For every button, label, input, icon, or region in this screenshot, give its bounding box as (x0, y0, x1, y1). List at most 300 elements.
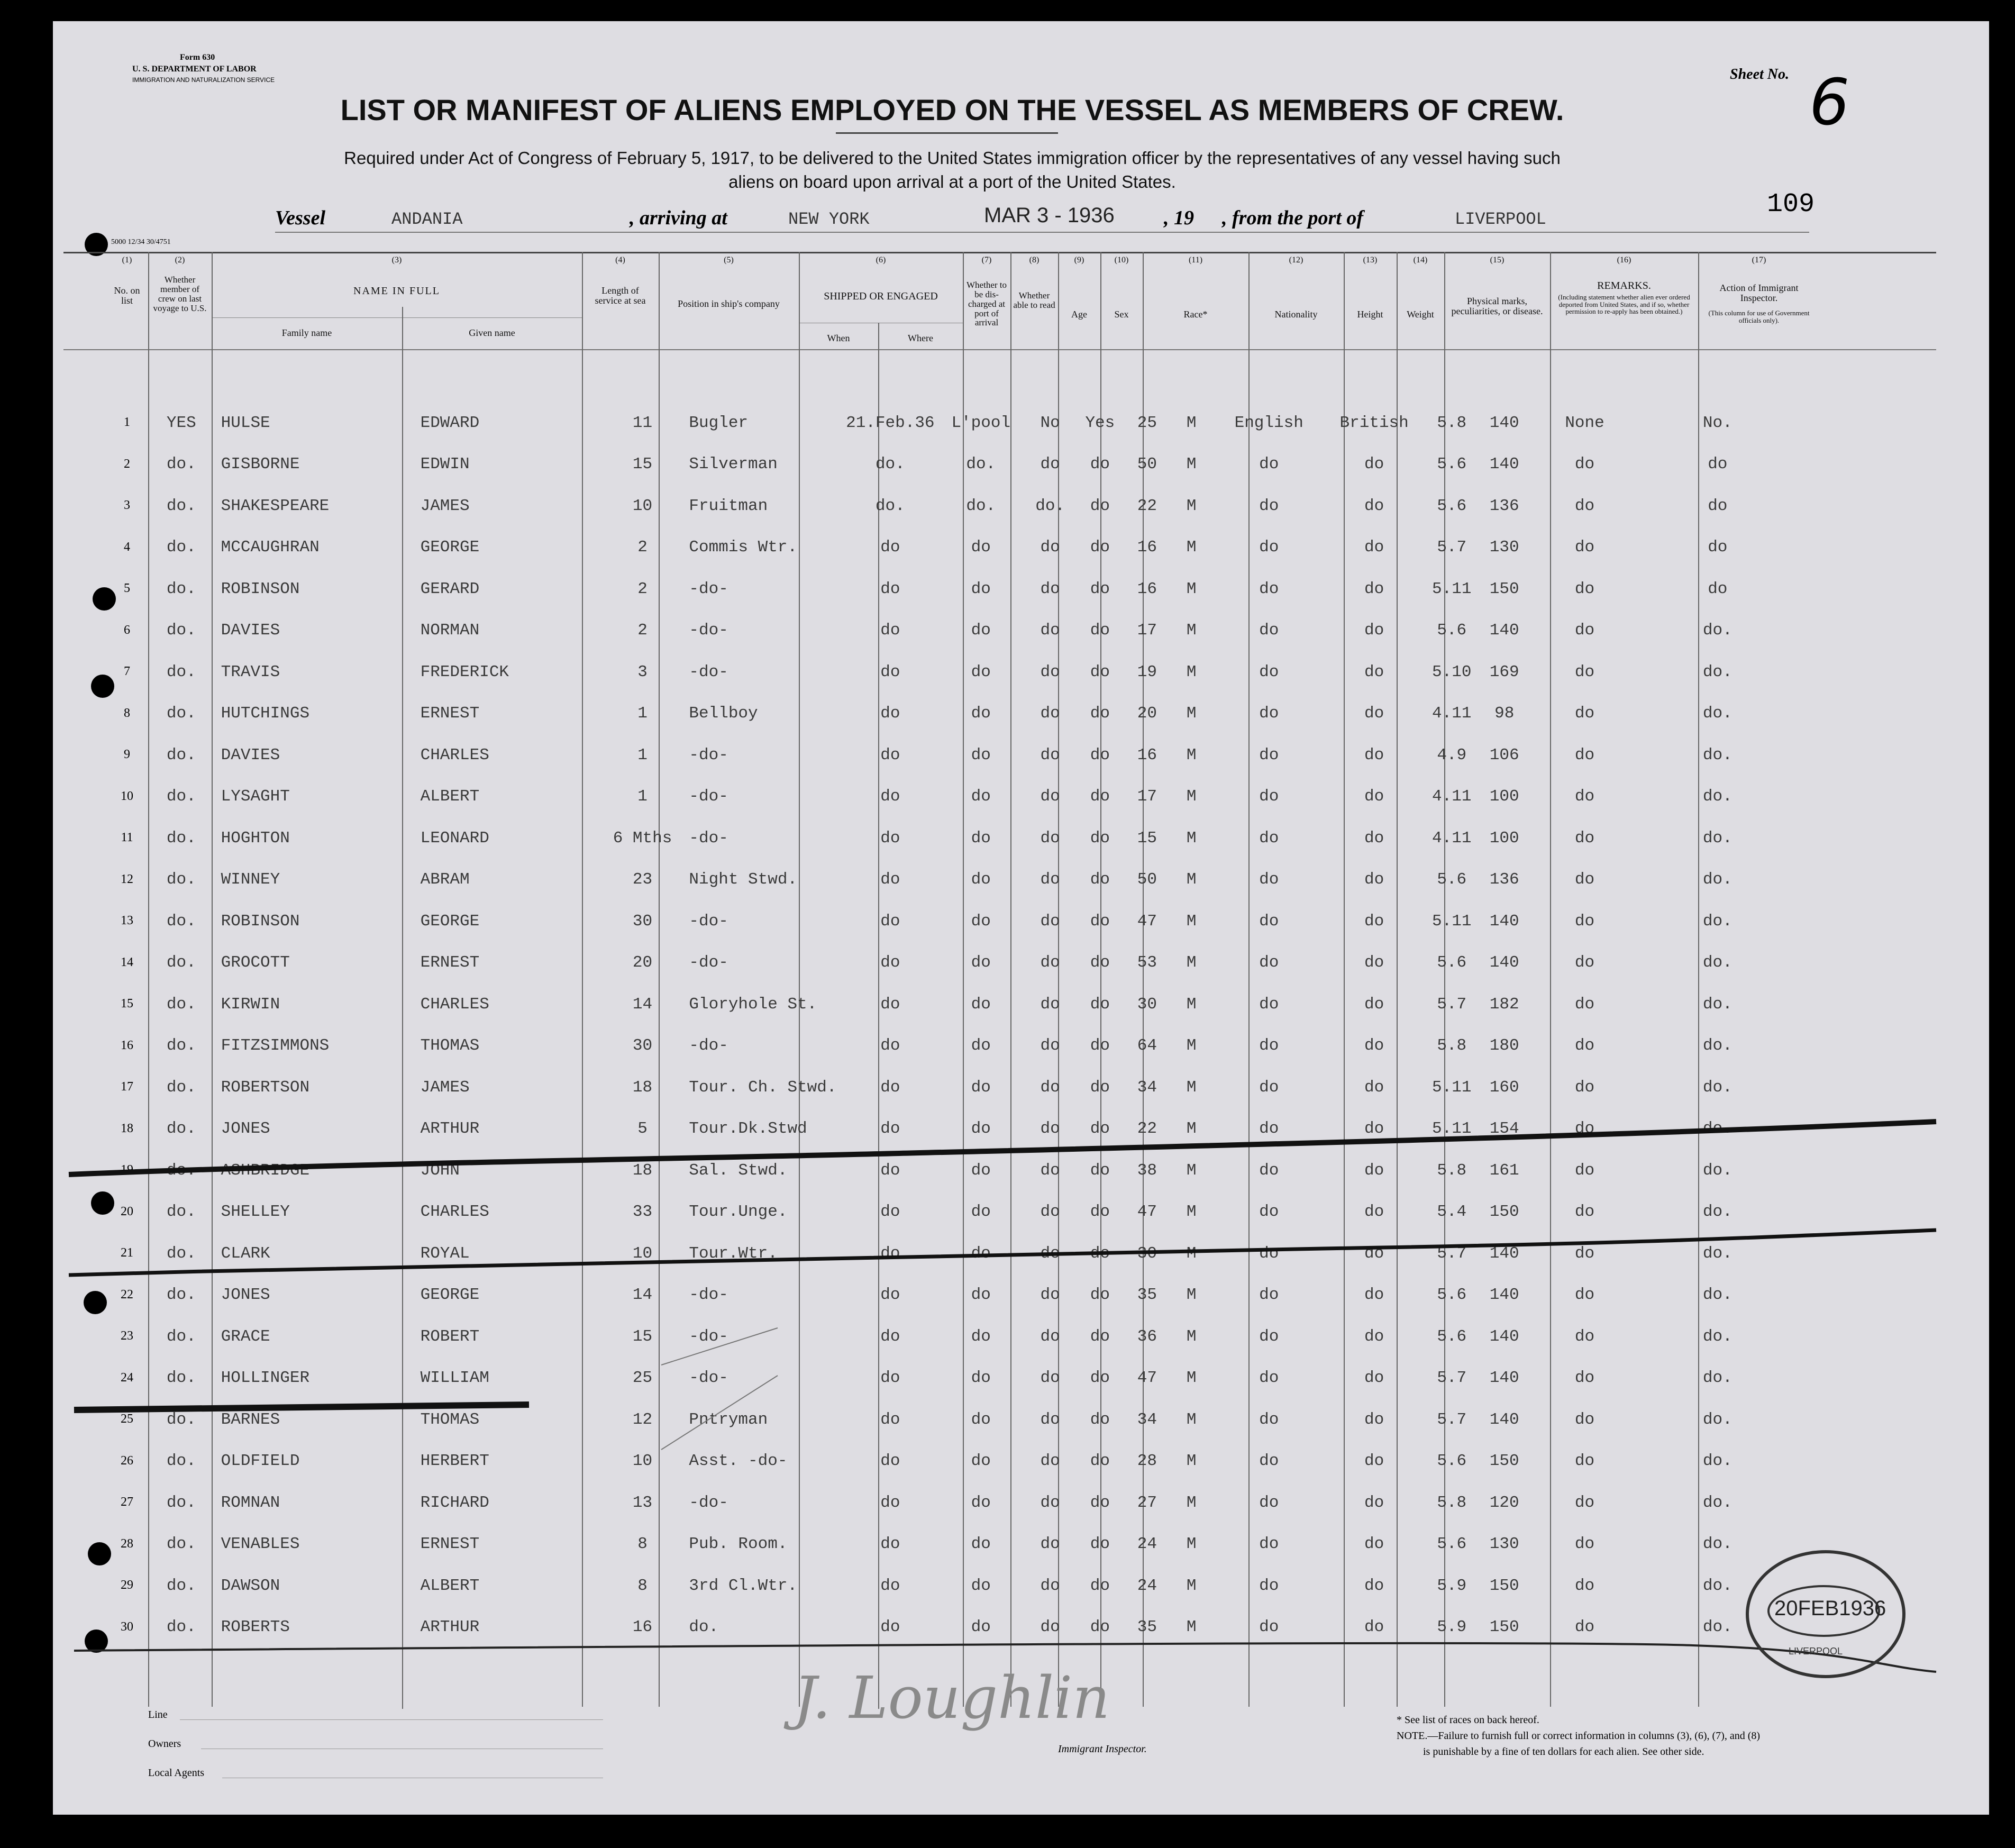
cell-position: Tour.Dk.Stwd (689, 1119, 807, 1139)
service-name: IMMIGRATION AND NATURALIZATION SERVICE (132, 76, 275, 84)
cell-member: do. (166, 1286, 196, 1305)
cell-sex: M (1186, 621, 1197, 640)
col-num-17: (17) (1752, 256, 1766, 265)
races-note: * See list of races on back hereof. (1397, 1714, 1539, 1726)
col-num-5: (5) (724, 256, 734, 265)
cell-member: do. (166, 1535, 196, 1554)
header-remarks-note: (Including statement whether alien ever ordered deported from United States, and if so, whether permission to re-apply has been obtained.) (1558, 293, 1690, 316)
cell-when: do (880, 995, 900, 1014)
cell-remarks: do (1708, 455, 1728, 474)
row-number: 4 (124, 540, 130, 554)
header-no-on-list: No. on list (114, 285, 140, 306)
cell-nationality: do (1364, 870, 1384, 889)
sheet-number: 6 (1809, 66, 1850, 140)
cell-member: do. (166, 787, 196, 806)
col-num-1: (1) (122, 256, 132, 265)
cell-read: do (1090, 1036, 1110, 1055)
cell-weight: 120 (1489, 1493, 1519, 1512)
cell-discharged: do (1040, 1452, 1060, 1471)
row-number: 6 (124, 623, 130, 637)
cell-remarks: do. (1702, 1327, 1733, 1346)
cell-family: SHELLEY (221, 1203, 290, 1222)
cell-when: do (880, 538, 900, 557)
cell-nationality: do (1364, 1119, 1384, 1139)
cell-marks: do (1574, 579, 1595, 598)
cell-service: 8 (637, 1535, 648, 1554)
header-physical-marks: Physical marks, peculiarities, or disease. (1451, 296, 1543, 316)
cell-where: do (971, 579, 991, 598)
cell-nationality: do (1364, 1203, 1384, 1222)
cell-nationality: do (1364, 787, 1384, 806)
cell-race: do (1259, 1576, 1279, 1595)
cell-sex: M (1186, 1119, 1197, 1139)
cell-family: JONES (221, 1119, 270, 1139)
cell-remarks: do. (1702, 1161, 1733, 1180)
cell-where: do (971, 1576, 991, 1595)
cell-race: English (1234, 413, 1303, 432)
cell-sex: M (1186, 496, 1197, 515)
cell-weight: 98 (1494, 704, 1515, 723)
row-number: 5 (124, 581, 130, 595)
cell-when: do (880, 953, 900, 972)
cell-read: do (1090, 1161, 1110, 1180)
cell-position: Tour. Ch. Stwd. (689, 1078, 837, 1097)
cell-discharged: do (1040, 1576, 1060, 1595)
cell-where: do (971, 870, 991, 889)
cell-sex: M (1186, 1618, 1197, 1637)
cell-race: do (1259, 704, 1279, 723)
col-num-9: (9) (1074, 256, 1084, 265)
cell-sex: M (1186, 1452, 1197, 1471)
cell-age: 17 (1137, 621, 1157, 640)
row-number: 8 (124, 706, 130, 720)
cell-sex: M (1186, 829, 1197, 848)
cell-age: 25 (1137, 413, 1157, 432)
cell-when: do (880, 912, 900, 931)
cell-remarks: do. (1702, 1036, 1733, 1055)
cell-family: KIRWIN (221, 995, 280, 1014)
cell-where: do (971, 1286, 991, 1305)
cell-age: 36 (1137, 1327, 1157, 1346)
cell-position: do. (689, 1618, 719, 1637)
cell-read: do (1090, 455, 1110, 474)
stamp-number: 109 (1767, 189, 1815, 220)
cell-where: do (971, 621, 991, 640)
cell-weight: 140 (1489, 455, 1519, 474)
cell-member: do. (166, 1244, 196, 1263)
cell-sex: M (1186, 745, 1197, 764)
cell-discharged: do. (1035, 496, 1065, 515)
cell-position: -do- (689, 829, 728, 848)
cell-when: do (880, 1078, 900, 1097)
cell-when: do (880, 579, 900, 598)
col-num-16: (16) (1617, 256, 1631, 265)
col-num-6: (6) (876, 256, 886, 265)
cell-when: do. (875, 455, 905, 474)
row-number: 11 (121, 831, 133, 844)
cell-weight: 106 (1489, 745, 1519, 764)
cell-marks: do (1574, 870, 1595, 889)
agents-label: Local Agents (148, 1767, 205, 1779)
row-number: 29 (121, 1578, 133, 1592)
cell-when: do (880, 1576, 900, 1595)
cell-when: do (880, 829, 900, 848)
cell-service: 33 (632, 1203, 653, 1222)
cell-position: Pub. Room. (689, 1535, 788, 1554)
owners-label: Owners (148, 1738, 181, 1750)
cell-when: do (880, 1452, 900, 1471)
cell-position: -do- (689, 1286, 728, 1305)
cell-remarks: do. (1702, 1576, 1733, 1595)
cell-when: do (880, 745, 900, 764)
header-given-name: Given name (469, 327, 515, 338)
cell-member: do. (166, 621, 196, 640)
cell-nationality: do (1364, 1410, 1384, 1429)
cell-service: 20 (632, 953, 653, 972)
cell-discharged: do (1040, 1203, 1060, 1222)
cell-when: do (880, 1369, 900, 1388)
cell-weight: 140 (1489, 1244, 1519, 1263)
cell-nationality: do (1364, 1618, 1384, 1637)
cell-given: LEONARD (420, 829, 489, 848)
cell-member: do. (166, 1452, 196, 1471)
cell-race: do (1259, 1327, 1279, 1346)
cell-sex: M (1186, 995, 1197, 1014)
cell-height: 5.7 (1437, 995, 1467, 1014)
cell-member: do. (166, 455, 196, 474)
cell-race: do (1259, 829, 1279, 848)
cell-where: do (971, 1410, 991, 1429)
cell-discharged: do (1040, 1618, 1060, 1637)
cell-age: 34 (1137, 1410, 1157, 1429)
cell-position: Gloryhole St. (689, 995, 817, 1014)
cell-age: 28 (1137, 1452, 1157, 1471)
cell-position: Tour.Unge. (689, 1203, 788, 1222)
cell-read: do (1090, 1410, 1110, 1429)
cell-where: do (971, 995, 991, 1014)
row-number: 2 (124, 457, 130, 471)
cell-service: 30 (632, 912, 653, 931)
cell-member: do. (166, 1119, 196, 1139)
cell-marks: do (1574, 787, 1595, 806)
cell-discharged: do (1040, 953, 1060, 972)
cell-nationality: do (1364, 995, 1384, 1014)
cell-when: do (880, 1161, 900, 1180)
cell-discharged: do (1040, 1369, 1060, 1388)
row-number: 7 (124, 664, 130, 678)
cell-family: FITZSIMMONS (221, 1036, 330, 1055)
cell-family: ROBERTS (221, 1618, 290, 1637)
cell-service: 16 (632, 1618, 653, 1637)
cell-marks: None (1565, 413, 1604, 432)
cell-remarks: do. (1702, 745, 1733, 764)
cell-age: 22 (1137, 1119, 1157, 1139)
form-number: Form 630 (180, 53, 215, 62)
cell-nationality: do (1364, 745, 1384, 764)
cell-position: Fruitman (689, 496, 768, 515)
cell-when: do (880, 1203, 900, 1222)
cell-age: 35 (1137, 1286, 1157, 1305)
cell-family: GRACE (221, 1327, 270, 1346)
cell-given: JAMES (420, 496, 470, 515)
cell-sex: M (1186, 912, 1197, 931)
cell-given: JOHN (420, 1161, 460, 1180)
header-age: Age (1071, 309, 1087, 320)
cell-weight: 180 (1489, 1036, 1519, 1055)
cell-given: GEORGE (420, 912, 480, 931)
cell-age: 24 (1137, 1535, 1157, 1554)
cell-when: do (880, 662, 900, 681)
cell-service: 1 (637, 787, 648, 806)
header-remarks: REMARKS. (1597, 280, 1651, 292)
cell-member: YES (166, 413, 196, 432)
cell-height: 5.6 (1437, 870, 1467, 889)
cell-weight: 130 (1489, 538, 1519, 557)
header-length-of-service: Length of service at sea (595, 285, 646, 306)
cell-height: 5.11 (1432, 579, 1472, 598)
cell-weight: 150 (1489, 1452, 1519, 1471)
cell-nationality: do (1364, 1576, 1384, 1595)
cell-read: do (1090, 496, 1110, 515)
cell-service: 1 (637, 704, 648, 723)
cell-age: 17 (1137, 787, 1157, 806)
cell-remarks: do. (1702, 870, 1733, 889)
cell-height: 5.11 (1432, 1119, 1472, 1139)
cell-marks: do (1574, 953, 1595, 972)
cell-given: CHARLES (420, 745, 489, 764)
cell-marks: do (1574, 704, 1595, 723)
from-port: LIVERPOOL (1455, 210, 1546, 229)
stamp-date: 20FEB1936 (1774, 1597, 1886, 1620)
header-able-to-read: Whether able to read (1013, 290, 1055, 310)
header-nationality: Nationality (1274, 309, 1318, 320)
cell-discharged: do (1040, 1161, 1060, 1180)
cell-remarks: do. (1702, 1119, 1733, 1139)
cell-height: 5.6 (1437, 455, 1467, 474)
cell-discharged: No (1040, 413, 1060, 432)
cell-discharged: do (1040, 455, 1060, 474)
cell-remarks: do. (1702, 953, 1733, 972)
cell-when: do (880, 870, 900, 889)
col-num-2: (2) (175, 256, 185, 265)
cell-member: do. (166, 1036, 196, 1055)
cell-weight: 100 (1489, 829, 1519, 848)
cell-sex: M (1186, 787, 1197, 806)
cell-sex: M (1186, 1244, 1197, 1263)
cell-service: 18 (632, 1161, 653, 1180)
cell-sex: M (1186, 1078, 1197, 1097)
cell-where: do. (966, 496, 996, 515)
cell-service: 10 (632, 1452, 653, 1471)
cell-race: do (1259, 662, 1279, 681)
cell-family: OLDFIELD (221, 1452, 300, 1471)
cell-member: do. (166, 995, 196, 1014)
cell-when: do (880, 1410, 900, 1429)
cell-nationality: do (1364, 579, 1384, 598)
cell-sex: M (1186, 455, 1197, 474)
vessel-label: Vessel (275, 207, 325, 229)
cell-member: do. (166, 496, 196, 515)
cell-nationality: do (1364, 1161, 1384, 1180)
cell-when: do (880, 1493, 900, 1512)
cell-family: DAWSON (221, 1576, 280, 1595)
cell-service: 14 (632, 995, 653, 1014)
cell-weight: 140 (1489, 1286, 1519, 1305)
cell-nationality: do (1364, 1535, 1384, 1554)
cell-marks: do (1574, 745, 1595, 764)
cell-remarks: do (1708, 579, 1728, 598)
cell-height: 5.8 (1437, 1493, 1467, 1512)
cell-where: do (971, 1535, 991, 1554)
cell-discharged: do (1040, 829, 1060, 848)
cell-given: ARTHUR (420, 1119, 480, 1139)
row-number: 18 (121, 1121, 133, 1135)
cell-discharged: do (1040, 704, 1060, 723)
cell-weight: 150 (1489, 579, 1519, 598)
cell-nationality: do (1364, 704, 1384, 723)
cell-marks: do (1574, 496, 1595, 515)
cell-member: do. (166, 745, 196, 764)
cell-nationality: do (1364, 621, 1384, 640)
cell-remarks: do. (1702, 1244, 1733, 1263)
cell-weight: 160 (1489, 1078, 1519, 1097)
cell-position: Tour.Wtr. (689, 1244, 778, 1263)
cell-height: 5.7 (1437, 1410, 1467, 1429)
cell-height: 5.7 (1437, 538, 1467, 557)
cell-member: do. (166, 1327, 196, 1346)
cell-remarks: do (1708, 496, 1728, 515)
cell-given: CHARLES (420, 995, 489, 1014)
cell-race: do (1259, 1119, 1279, 1139)
header-action-note: (This column for use of Government officials only). (1708, 309, 1810, 324)
cell-sex: M (1186, 1161, 1197, 1180)
ink-strike-lines (53, 21, 1989, 1815)
cell-nationality: do (1364, 1244, 1384, 1263)
cell-weight: 154 (1489, 1119, 1519, 1139)
cell-member: do. (166, 1618, 196, 1637)
cell-marks: do (1574, 1119, 1595, 1139)
cell-race: do (1259, 787, 1279, 806)
cell-race: do (1259, 1618, 1279, 1637)
cell-race: do (1259, 953, 1279, 972)
cell-height: 5.6 (1437, 1327, 1467, 1346)
cell-where: do (971, 1203, 991, 1222)
vessel-name: ANDANIA (391, 210, 463, 229)
cell-family: HUTCHINGS (221, 704, 310, 723)
cell-race: do (1259, 455, 1279, 474)
cell-where: do (971, 953, 991, 972)
cell-weight: 140 (1489, 1327, 1519, 1346)
cell-nationality: do (1364, 1036, 1384, 1055)
cell-sex: M (1186, 579, 1197, 598)
arriving-port: NEW YORK (788, 210, 870, 229)
cell-when: do (880, 704, 900, 723)
cell-remarks: do. (1702, 621, 1733, 640)
cell-height: 5.7 (1437, 1244, 1467, 1263)
cell-weight: 100 (1489, 787, 1519, 806)
cell-race: do (1259, 1286, 1279, 1305)
cell-marks: do (1574, 1078, 1595, 1097)
cell-discharged: do (1040, 1286, 1060, 1305)
cell-race: do (1259, 579, 1279, 598)
cell-family: WINNEY (221, 870, 280, 889)
cell-sex: M (1186, 413, 1197, 432)
cell-member: do. (166, 704, 196, 723)
cell-family: TRAVIS (221, 662, 280, 681)
cell-service: 2 (637, 538, 648, 557)
cell-member: do. (166, 1410, 196, 1429)
cell-remarks: do. (1702, 912, 1733, 931)
cell-service: 30 (632, 1036, 653, 1055)
cell-nationality: do (1364, 1286, 1384, 1305)
row-number: 10 (121, 789, 133, 803)
cell-when: do (880, 621, 900, 640)
cell-service: 15 (632, 455, 653, 474)
cell-sex: M (1186, 1286, 1197, 1305)
cell-where: do (971, 1078, 991, 1097)
cell-marks: do (1574, 1244, 1595, 1263)
cell-weight: 161 (1489, 1161, 1519, 1180)
cell-race: do (1259, 538, 1279, 557)
cell-height: 4.11 (1432, 704, 1472, 723)
cell-family: ROBERTSON (221, 1078, 310, 1097)
cell-marks: do (1574, 1203, 1595, 1222)
cell-marks: do (1574, 1036, 1595, 1055)
cell-read: do (1090, 953, 1110, 972)
arriving-label: , arriving at (630, 207, 727, 229)
cell-read: do (1090, 1203, 1110, 1222)
cell-when: do. (875, 496, 905, 515)
arrival-date: MAR 3 - 1936 (984, 204, 1115, 227)
cell-height: 4.9 (1437, 745, 1467, 764)
cell-family: GISBORNE (221, 455, 300, 474)
cell-race: do (1259, 1036, 1279, 1055)
cell-marks: do (1574, 455, 1595, 474)
col-num-12: (12) (1289, 256, 1303, 265)
cell-given: CHARLES (420, 1203, 489, 1222)
cell-position: Silverman (689, 455, 778, 474)
cell-read: do (1090, 1618, 1110, 1637)
cell-read: do (1090, 912, 1110, 931)
cell-sex: M (1186, 538, 1197, 557)
cell-given: ROBERT (420, 1327, 480, 1346)
cell-nationality: do (1364, 1327, 1384, 1346)
cell-where: do (971, 1119, 991, 1139)
cell-age: 35 (1137, 1618, 1157, 1637)
cell-height: 5.4 (1437, 1203, 1467, 1222)
note-line2: is punishable by a fine of ten dollars for each alien. See other side. (1423, 1746, 1704, 1758)
cell-weight: 140 (1489, 413, 1519, 432)
cell-marks: do (1574, 662, 1595, 681)
cell-remarks: do. (1702, 1369, 1733, 1388)
cell-family: ASHBRIDGE (221, 1161, 310, 1180)
date-stamp (1746, 1550, 1905, 1678)
header-action-inspector: Action of Immigrant Inspector. (1719, 283, 1799, 303)
cell-discharged: do (1040, 1078, 1060, 1097)
row-number: 12 (121, 872, 133, 886)
cell-discharged: do (1040, 1327, 1060, 1346)
cell-age: 47 (1137, 1203, 1157, 1222)
cell-read: do (1090, 1286, 1110, 1305)
col-num-13: (13) (1363, 256, 1378, 265)
cell-where: do (971, 912, 991, 931)
cell-nationality: do (1364, 1369, 1384, 1388)
col-num-7: (7) (981, 256, 992, 265)
cell-when: do (880, 1535, 900, 1554)
cell-weight: 130 (1489, 1535, 1519, 1554)
row-number: 28 (121, 1536, 133, 1551)
cell-given: JAMES (420, 1078, 470, 1097)
